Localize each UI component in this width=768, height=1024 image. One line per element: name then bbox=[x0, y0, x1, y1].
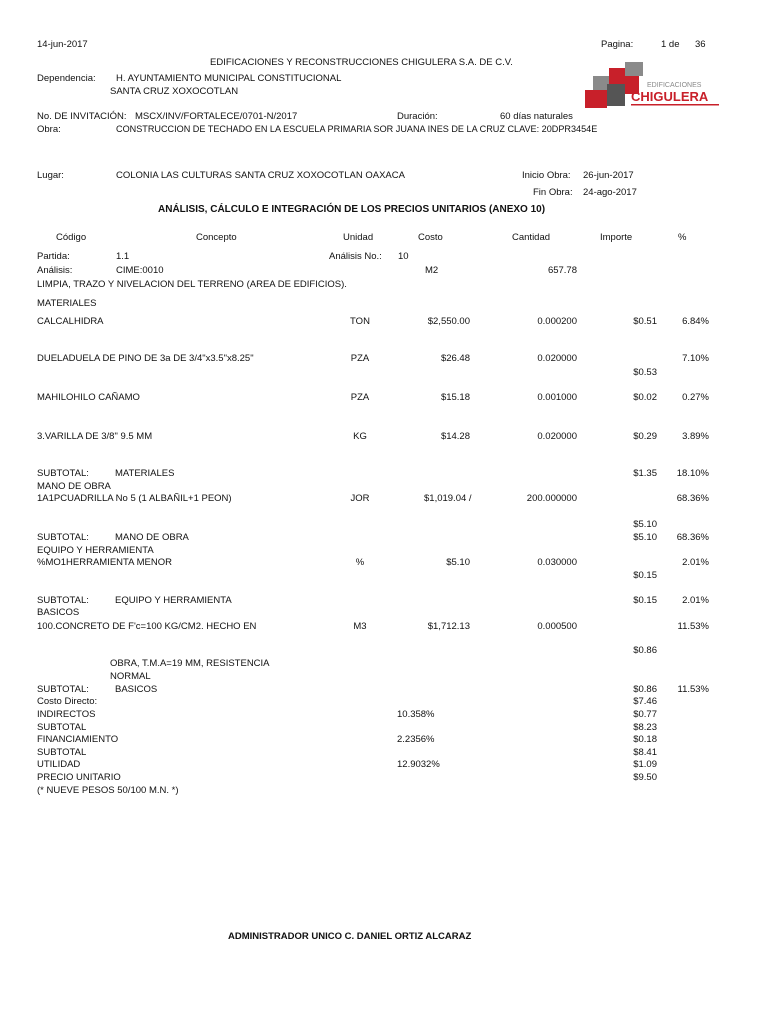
subtotal-name: MATERIALES bbox=[115, 468, 175, 479]
materiales-heading: MATERIALES bbox=[37, 298, 97, 309]
basicos-pct: 11.53% bbox=[677, 621, 709, 632]
page-current: 1 de bbox=[661, 39, 680, 50]
duracion-value: 60 días naturales bbox=[500, 111, 573, 122]
subtotal-label: SUBTOTAL: bbox=[37, 684, 89, 695]
logo-text-1: EDIFICACIONES bbox=[647, 82, 702, 89]
obra-label: Obra: bbox=[37, 124, 61, 135]
logo-block-red-1 bbox=[609, 68, 625, 84]
subtotal-name: BASICOS bbox=[115, 684, 158, 695]
signature-line: ADMINISTRADOR UNICO C. DANIEL ORTIZ ALCARAZ bbox=[228, 931, 472, 942]
mano-obra-heading: MANO DE OBRA bbox=[37, 481, 111, 492]
equipo-unidad: % bbox=[355, 557, 365, 568]
fin-value: 24-ago-2017 bbox=[583, 187, 637, 198]
mano-obra-cantidad: 200.000000 bbox=[526, 493, 577, 504]
duracion-label: Duración: bbox=[397, 111, 438, 122]
summary-label: INDIRECTOS bbox=[37, 709, 96, 720]
subtotal-importe: $5.10 bbox=[633, 532, 657, 543]
material-unidad: PZA bbox=[350, 353, 370, 364]
logo-block-dark bbox=[607, 84, 625, 106]
col-concepto: Concepto bbox=[196, 232, 237, 243]
material-cantidad: 0.020000 bbox=[537, 353, 577, 364]
amount-in-words: (* NUEVE PESOS 50/100 M.N. *) bbox=[37, 785, 179, 796]
chigulera-logo bbox=[585, 62, 720, 110]
summary-pct: 10.358% bbox=[397, 709, 435, 720]
analisis-no-label: Análisis No.: bbox=[329, 251, 382, 262]
summary-label: SUBTOTAL bbox=[37, 747, 87, 758]
basicos-cantidad: 0.000500 bbox=[537, 621, 577, 632]
summary-pct: 2.2356% bbox=[397, 734, 435, 745]
basicos-concepto: 100.CONCRETO DE F'c=100 KG/CM2. HECHO EN bbox=[37, 621, 257, 632]
material-concepto: MAHILOHILO CAÑAMO bbox=[37, 392, 140, 403]
inicio-label: Inicio Obra: bbox=[522, 170, 571, 181]
material-unidad: PZA bbox=[350, 392, 370, 403]
subtotal-label: SUBTOTAL: bbox=[37, 532, 89, 543]
material-importe: $0.51 bbox=[633, 316, 657, 327]
material-pct: 6.84% bbox=[682, 316, 709, 327]
page-label: Pagina: bbox=[601, 39, 634, 50]
material-costo: $26.48 bbox=[440, 353, 470, 364]
summary-value: $9.50 bbox=[633, 772, 657, 783]
logo-block-gray-2 bbox=[625, 62, 643, 76]
equipo-costo: $5.10 bbox=[446, 557, 470, 568]
subtotal-label: SUBTOTAL: bbox=[37, 468, 89, 479]
summary-label: FINANCIAMIENTO bbox=[37, 734, 119, 745]
partida-description: LIMPIA, TRAZO Y NIVELACION DEL TERRENO (AREA DE EDIFICIOS). bbox=[37, 279, 347, 290]
col-costo: Costo bbox=[418, 232, 443, 243]
analisis-no-value: 10 bbox=[398, 251, 409, 262]
obra-value: CONSTRUCCION DE TECHADO EN LA ESCUELA PRIMARIA SOR JUANA INES DE LA CRUZ CLAVE: 20DPR3454E bbox=[116, 124, 598, 134]
document-title: ANÁLISIS, CÁLCULO E INTEGRACIÓN DE LOS PRECIOS UNITARIOS (ANEXO 10) bbox=[158, 204, 546, 215]
summary-label: SUBTOTAL bbox=[37, 722, 87, 733]
logo-block-red-2 bbox=[585, 90, 607, 108]
dependencia-line-2: SANTA CRUZ XOXOCOTLAN bbox=[110, 86, 239, 97]
basicos-concepto-cont-2: NORMAL bbox=[110, 671, 151, 682]
basicos-concepto-cont-1: OBRA, T.M.A=19 MM, RESISTENCIA bbox=[110, 658, 270, 669]
material-cantidad: 0.020000 bbox=[537, 431, 577, 442]
summary-value: $8.41 bbox=[633, 747, 657, 758]
subtotal-importe: $0.15 bbox=[633, 595, 657, 606]
subtotal-label: SUBTOTAL: bbox=[37, 595, 89, 606]
equipo-pct: 2.01% bbox=[682, 557, 709, 568]
subtotal-pct: 2.01% bbox=[682, 595, 709, 606]
company-name: EDIFICACIONES Y RECONSTRUCCIONES CHIGULERA S.A. DE C.V. bbox=[210, 57, 513, 68]
invitacion-label: No. DE INVITACIÓN: bbox=[37, 111, 127, 122]
summary-pct: 12.9032% bbox=[397, 759, 440, 770]
lugar-label: Lugar: bbox=[37, 170, 64, 181]
material-unidad: KG bbox=[353, 431, 367, 442]
analisis-value: CIME:0010 bbox=[116, 265, 164, 276]
subtotal-importe: $0.86 bbox=[633, 684, 657, 695]
basicos-unidad: M3 bbox=[353, 621, 367, 632]
equipo-importe: $0.15 bbox=[633, 570, 657, 581]
invitacion-value: MSCX/INV/FORTALECE/0701-N/2017 bbox=[135, 111, 298, 122]
material-importe: $0.02 bbox=[633, 392, 657, 403]
col-percent: % bbox=[678, 232, 687, 243]
basicos-costo: $1,712.13 bbox=[427, 621, 470, 632]
summary-value: $8.23 bbox=[633, 722, 657, 733]
material-importe: $0.53 bbox=[633, 367, 657, 378]
equipo-heading: EQUIPO Y HERRAMIENTA bbox=[37, 545, 154, 556]
inicio-value: 26-jun-2017 bbox=[583, 170, 634, 181]
summary-label: Costo Directo: bbox=[37, 696, 98, 707]
mano-obra-pct: 68.36% bbox=[676, 493, 709, 504]
material-costo: $15.18 bbox=[440, 392, 470, 403]
subtotal-name: MANO DE OBRA bbox=[115, 532, 189, 543]
col-importe: Importe bbox=[600, 232, 633, 243]
equipo-concepto: %MO1HERRAMIENTA MENOR bbox=[37, 557, 172, 568]
material-cantidad: 0.001000 bbox=[537, 392, 577, 403]
partida-label: Partida: bbox=[37, 251, 70, 262]
partida-quantity: 657.78 bbox=[547, 265, 577, 276]
material-costo: $14.28 bbox=[440, 431, 470, 442]
summary-value: $1.09 bbox=[633, 759, 657, 770]
summary-label: PRECIO UNITARIO bbox=[37, 772, 121, 783]
col-unidad: Unidad bbox=[343, 232, 374, 243]
logo-text-2: CHIGULERA bbox=[631, 89, 709, 104]
logo-block-gray-1 bbox=[593, 76, 609, 90]
material-unidad: TON bbox=[350, 316, 370, 327]
material-concepto: 3.VARILLA DE 3/8" 9.5 MM bbox=[37, 431, 153, 442]
subtotal-pct: 11.53% bbox=[677, 684, 709, 695]
lugar-value: COLONIA LAS CULTURAS SANTA CRUZ XOXOCOTLAN OAXACA bbox=[116, 170, 405, 181]
material-costo: $2,550.00 bbox=[427, 316, 470, 327]
partida-value: 1.1 bbox=[116, 251, 130, 262]
subtotal-name: EQUIPO Y HERRAMIENTA bbox=[115, 595, 232, 606]
dependencia-label: Dependencia: bbox=[37, 73, 96, 84]
material-concepto: CALCALHIDRA bbox=[37, 316, 104, 327]
summary-value: $0.77 bbox=[633, 709, 657, 720]
mano-obra-importe: $5.10 bbox=[633, 519, 657, 530]
material-concepto: DUELADUELA DE PINO DE 3a DE 3/4"x3.5"x8.25" bbox=[37, 353, 254, 364]
subtotal-pct: 68.36% bbox=[676, 532, 709, 543]
page-total: 36 bbox=[695, 39, 706, 50]
subtotal-pct: 18.10% bbox=[676, 468, 709, 479]
material-pct: 0.27% bbox=[682, 392, 709, 403]
equipo-cantidad: 0.030000 bbox=[537, 557, 577, 568]
subtotal-importe: $1.35 bbox=[633, 468, 657, 479]
summary-value: $7.46 bbox=[633, 696, 657, 707]
material-importe: $0.29 bbox=[633, 431, 657, 442]
mano-obra-concepto: 1A1PCUADRILLA No 5 (1 ALBAÑIL+1 PEON) bbox=[37, 493, 232, 504]
mano-obra-costo: $1,019.04 / bbox=[424, 493, 472, 504]
basicos-heading: BASICOS bbox=[37, 607, 80, 618]
logo-underline bbox=[631, 104, 719, 106]
material-cantidad: 0.000200 bbox=[537, 316, 577, 327]
print-date: 14-jun-2017 bbox=[37, 39, 88, 50]
summary-label: UTILIDAD bbox=[37, 759, 81, 770]
fin-label: Fin Obra: bbox=[533, 187, 573, 198]
partida-unit: M2 bbox=[425, 265, 439, 276]
mano-obra-unidad: JOR bbox=[350, 493, 370, 504]
basicos-importe: $0.86 bbox=[633, 645, 657, 656]
col-cantidad: Cantidad bbox=[512, 232, 551, 243]
summary-value: $0.18 bbox=[633, 734, 657, 745]
analisis-label: Análisis: bbox=[37, 265, 73, 276]
dependencia-line-1: H. AYUNTAMIENTO MUNICIPAL CONSTITUCIONAL bbox=[116, 73, 342, 84]
material-pct: 7.10% bbox=[682, 353, 709, 364]
material-pct: 3.89% bbox=[682, 431, 709, 442]
col-codigo: Código bbox=[56, 232, 87, 243]
